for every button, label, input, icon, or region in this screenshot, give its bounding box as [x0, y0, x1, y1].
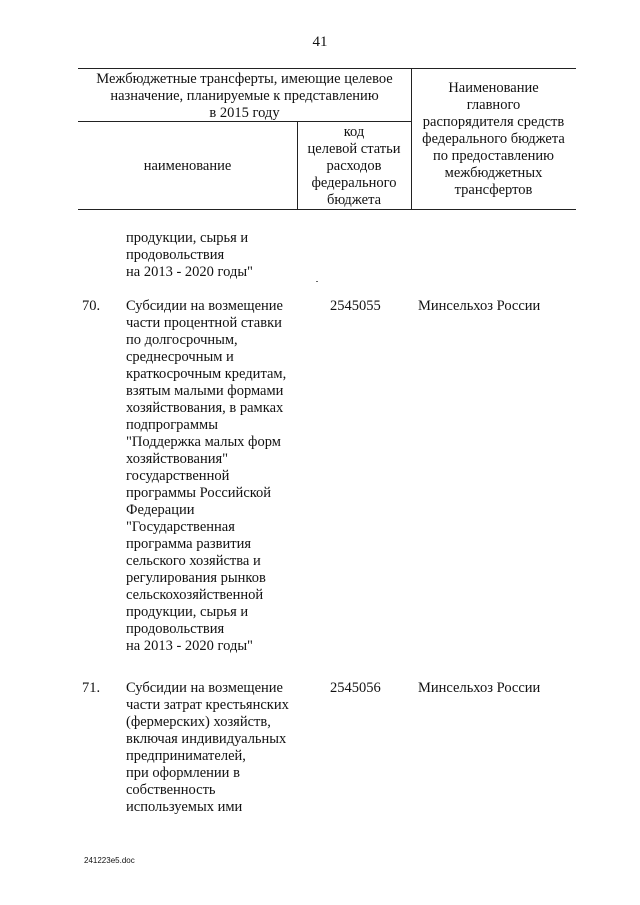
header-col-name: наименование: [143, 158, 232, 174]
header-top-border: [78, 68, 576, 69]
row-description: продукции, сырья и продовольствия на 2013 - 2020 годы": [126, 230, 253, 280]
header-col-code: код целевой статьи расходов федерального бюджета: [307, 124, 401, 208]
scan-speck: [316, 281, 318, 282]
page-number: 41: [312, 34, 328, 50]
row-code: 2545055: [330, 298, 381, 314]
footer-doc-ref: 241223e5.doc: [84, 856, 135, 865]
header-col-admin: Наименование главного распорядителя средств федерального бюджета по предоставлению межбюджетных трансфертов: [422, 80, 565, 198]
row-description: Субсидии на возмещение части процентной ставки по долгосрочным, среднесрочным и краткосрочным кредитам, взятым малыми формами хозяйствования, в рамках подпрограммы "Поддержка малых форм хозяйствования" государственной программы Российской Федерации "Государственная программа развития сельского хозяйства и регулирования рынков сельскохозяйственной продукции, сырья и продовольствия на 2013 - 2020 годы": [126, 298, 287, 654]
table-header: [78, 68, 576, 210]
row-number: 70.: [82, 298, 101, 314]
row-description: Субсидии на возмещение части затрат крестьянских (фермерских) хозяйств, включая индивидуальных предпринимателей, при оформлении в собственность используемых ими: [126, 680, 289, 815]
header-transfers-group: Межбюджетные трансферты, имеющие целевое назначение, планируемые к представлению в 2015 году: [96, 71, 393, 121]
row-code: 2545056: [330, 680, 381, 696]
header-bottom-border: [78, 209, 576, 210]
row-number: 71.: [82, 680, 101, 696]
row-admin: Минсельхоз России: [418, 298, 541, 314]
row-admin: Минсельхоз России: [418, 680, 541, 696]
